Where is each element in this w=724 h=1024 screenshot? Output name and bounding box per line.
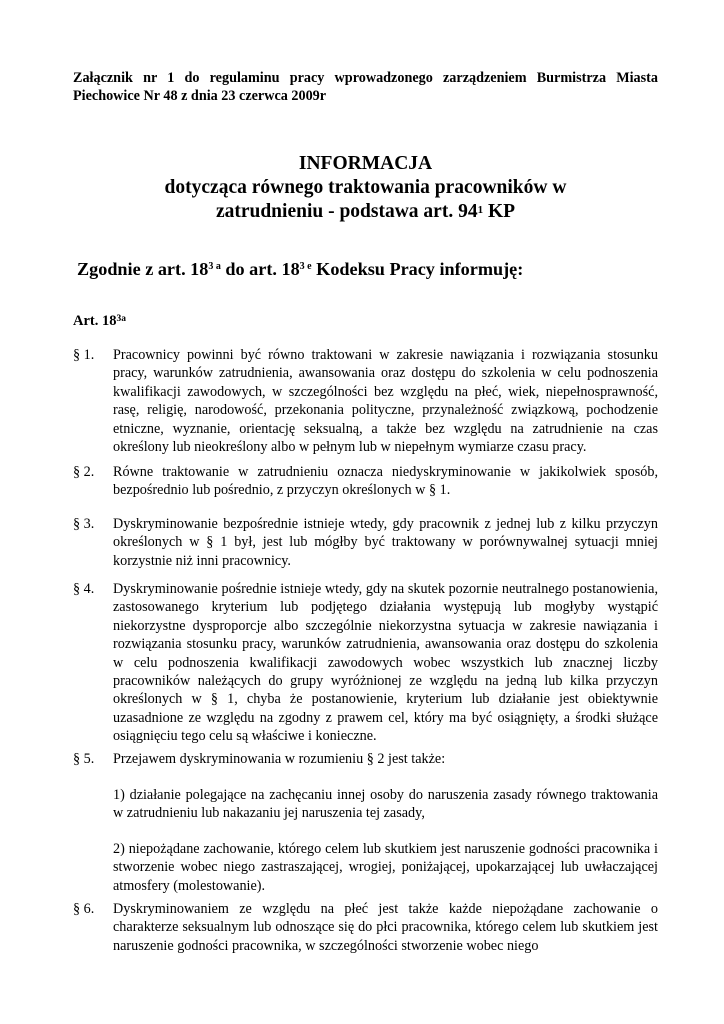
intro-superscript-2: 3 e <box>299 261 312 272</box>
title-line-3 <box>73 200 658 224</box>
title-superscript: 1 <box>477 204 484 216</box>
paragraph-number: § 2. <box>73 464 95 480</box>
intro-text-1: Zgodnie z art. 18 <box>77 259 209 279</box>
paragraph-5-item-1: 1) działanie polegające na zachęcaniu innej osoby do naruszenia zasady równego traktowania w zatrudnieniu lub nakazaniu jej naruszenia tej zasady, <box>113 787 658 822</box>
title-line-1: INFORMACJA <box>298 153 433 174</box>
paragraph-number: § 6. <box>73 901 95 917</box>
paragraph-text: Pracownicy powinni być równo traktowani w zakresie nawiązania i rozwiązania stosunku pracy, warunków zatrudnienia, awansowania oraz dostępu do szkolenia w celu podnoszenia kwalifikacji zawodowych, w szczególności bez względu na płeć, wiek, niepełnosprawność, rasę, religię, narodowość, przekonania polityczne, przynależność związkową, pochodzenie etniczne, wyznanie, orientację seksualną, a także bez względu na zatrudnienie na czas określony lub nieokreślony albo w pełnym lub w niepełnym wymiarze czasu pracy. <box>113 347 658 456</box>
title-line-3-suffix: KP <box>483 201 516 222</box>
article-superscript: 3a <box>116 314 126 324</box>
paragraph-text: Przejawem dyskryminowania w rozumieniu § 2 jest także: <box>113 751 446 767</box>
paragraph-number: § 3. <box>73 516 95 532</box>
document-header: Załącznik nr 1 do regulaminu pracy wprowadzonego zarządzeniem Burmistrza Miasta Piechowice Nr 48 z dnia 23 czerwca 2009r <box>73 70 658 104</box>
paragraph-text: Dyskryminowaniem ze względu na płeć jest także każde niepożądane zachowanie o charakterze seksualnym lub odnoszące się do płci pracownika, którego celem lub skutkiem jest naruszenie godności pracownika, w szczególności stworzenie wobec niego <box>113 901 658 954</box>
document-title <box>73 152 658 224</box>
title-line-2: dotycząca równego traktowania pracowników w <box>164 177 567 198</box>
paragraph-number: § 1. <box>73 347 95 363</box>
article-label: Art. 18 <box>73 313 117 329</box>
article-heading <box>73 311 126 331</box>
intro-text-3: Kodeksu Pracy informuję: <box>311 259 524 279</box>
paragraph-text: Dyskryminowanie bezpośrednie istnieje wtedy, gdy pracownik z jednej lub z kilku przyczyn określonych w § 1 był, jest lub mógłby być traktowany w porównywalnej sytuacji mniej korzystnie niż inni pracownicy. <box>113 516 658 569</box>
paragraph-5-item-2: 2) niepożądane zachowanie, którego celem lub skutkiem jest naruszenie godności pracownika i stworzenie wobec niego zastraszającej, wrogiej, poniżającej, upokarzającej lub uwłaczającej atmosfery (molestowanie). <box>113 841 658 894</box>
title-line-3-text: zatrudnieniu - podstawa art. 94 <box>215 201 478 222</box>
intro-text-2: do art. 18 <box>220 259 300 279</box>
intro-superscript-1: 3 a <box>208 261 221 272</box>
paragraph-text: Dyskryminowanie pośrednie istnieje wtedy, gdy na skutek pozornie neutralnego postanowienia, zastosowanego kryterium lub podjętego działania występują lub mogłyby wystąpić niekorzystne dysproporcje albo szczególnie niekorzystna sytuacja w zakresie nawiązania i rozwiązania stosunku pracy, warunków zatrudnienia, awansowania oraz dostępu do szkolenia w celu podnoszenia kwalifikacji zawodowych wobec wszystkich lub znacznej liczby pracowników należących do grupy wyróżnionej ze względu na jedną lub kilka przyczyn określonych w § 1, chyba że postanowienie, kryterium lub działanie jest obiektywnie uzasadnione ze względu na zgodny z prawem cel, który ma być osiągnięty, a środki służące osiągnięciu tego celu są właściwe i konieczne. <box>113 581 658 745</box>
paragraph-number: § 4. <box>73 581 95 597</box>
paragraph-number: § 5. <box>73 751 95 767</box>
intro-heading <box>77 257 523 281</box>
paragraph-text: Równe traktowanie w zatrudnieniu oznacza niedyskryminowanie w jakikolwiek sposób, bezpośrednio lub pośrednio, z przyczyn określonych w § 1. <box>113 464 658 499</box>
